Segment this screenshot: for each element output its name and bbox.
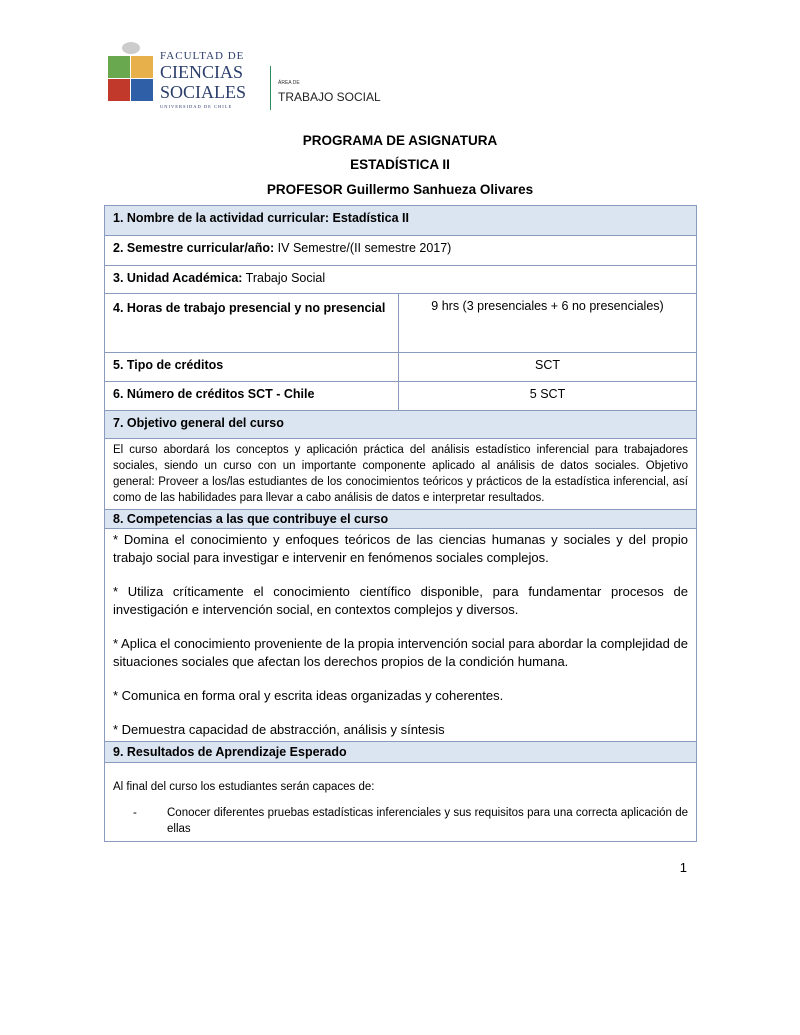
professor-line: PROFESOR Guillermo Sanhueza Olivares — [266, 182, 534, 197]
section-9-header: 9. Resultados de Aprendizaje Esperado — [105, 742, 697, 763]
results-intro: Al final del curso los estudiantes serán capaces de: — [113, 781, 375, 793]
section-7-header: 7. Objetivo general del curso — [105, 411, 697, 439]
logo-line3: SOCIALES — [160, 82, 247, 102]
result-item: - Conocer diferentes pruebas estadísticas inferenciales y sus requisitos para una correcta aplicación de ellas — [133, 807, 688, 835]
page-number: 1 — [679, 860, 687, 875]
content-area — [104, 205, 697, 876]
row-unit: 3. Unidad Académica: Trabajo Social — [105, 266, 697, 294]
competency-item: * Comunica en forma oral y escrita ideas organizadas y coherentes. — [113, 688, 504, 703]
logo-line1: FACULTAD DE — [160, 50, 245, 62]
competency-item: * Aplica el conocimiento proveniente de la propia intervención social para abordar la complejidad de situaciones sociales que afectan los derechos propios de la condición humana. — [113, 636, 688, 669]
faculty-logo — [108, 44, 388, 116]
row-credits-label: 6. Número de créditos SCT - Chile — [105, 382, 399, 411]
university-crest-icon — [108, 56, 154, 112]
area-label: ÁREA DE — [278, 80, 300, 86]
logo-divider — [270, 66, 271, 110]
section-7-body: El curso abordará los conceptos y aplicación práctica del análisis estadístico inferencial para trabajadores sociales, siendo un curso con un importante componente aplicado al análisis de datos sociales. Objetivo general: Proveer a los/las estudiantes de los conocimientos teóricos y prácticos de la estadística inferencial, así como de las habilidades para llevar a cabo análisis de datos e interpretar resultados. — [105, 439, 697, 510]
competency-item: * Utiliza críticamente el conocimiento científico disponible, para fundamentar procesos de investigación e intervención social, en contextos complejos y diversos. — [113, 584, 688, 617]
section-9-body — [105, 763, 697, 842]
section-8-body — [105, 529, 697, 742]
row-semester: 2. Semestre curricular/año: IV Semestre/(II semestre 2017) — [105, 236, 697, 266]
row-hours-label: 4. Horas de trabajo presencial y no presencial — [105, 294, 399, 353]
section-8-header: 8. Competencias a las que contribuye el curso — [105, 510, 697, 529]
row-activity-name: 1. Nombre de la actividad curricular: Estadística II — [105, 206, 697, 236]
subject-title: ESTADÍSTICA II — [350, 157, 450, 172]
row-hours-value: 9 hrs (3 presenciales + 6 no presenciales) — [399, 294, 697, 353]
row-credit-type-label: 5. Tipo de créditos — [105, 353, 399, 382]
area-name: TRABAJO SOCIAL — [278, 90, 381, 104]
row-credits-value: 5 SCT — [399, 382, 697, 411]
competency-item: * Domina el conocimiento y enfoques teóricos de las ciencias humanas y sociales y del propio trabajo social para investigar e intervenir en fenómenos sociales complejos. — [113, 532, 688, 565]
row-credit-type-value: SCT — [399, 353, 697, 382]
competency-item: * Demuestra capacidad de abstracción, análisis y síntesis — [113, 722, 445, 737]
logo-line2: CIENCIAS — [160, 62, 244, 82]
program-table — [104, 205, 697, 842]
document-title: PROGRAMA DE ASIGNATURA — [302, 133, 498, 148]
logo-line4: UNIVERSIDAD DE CHILE — [160, 104, 233, 109]
